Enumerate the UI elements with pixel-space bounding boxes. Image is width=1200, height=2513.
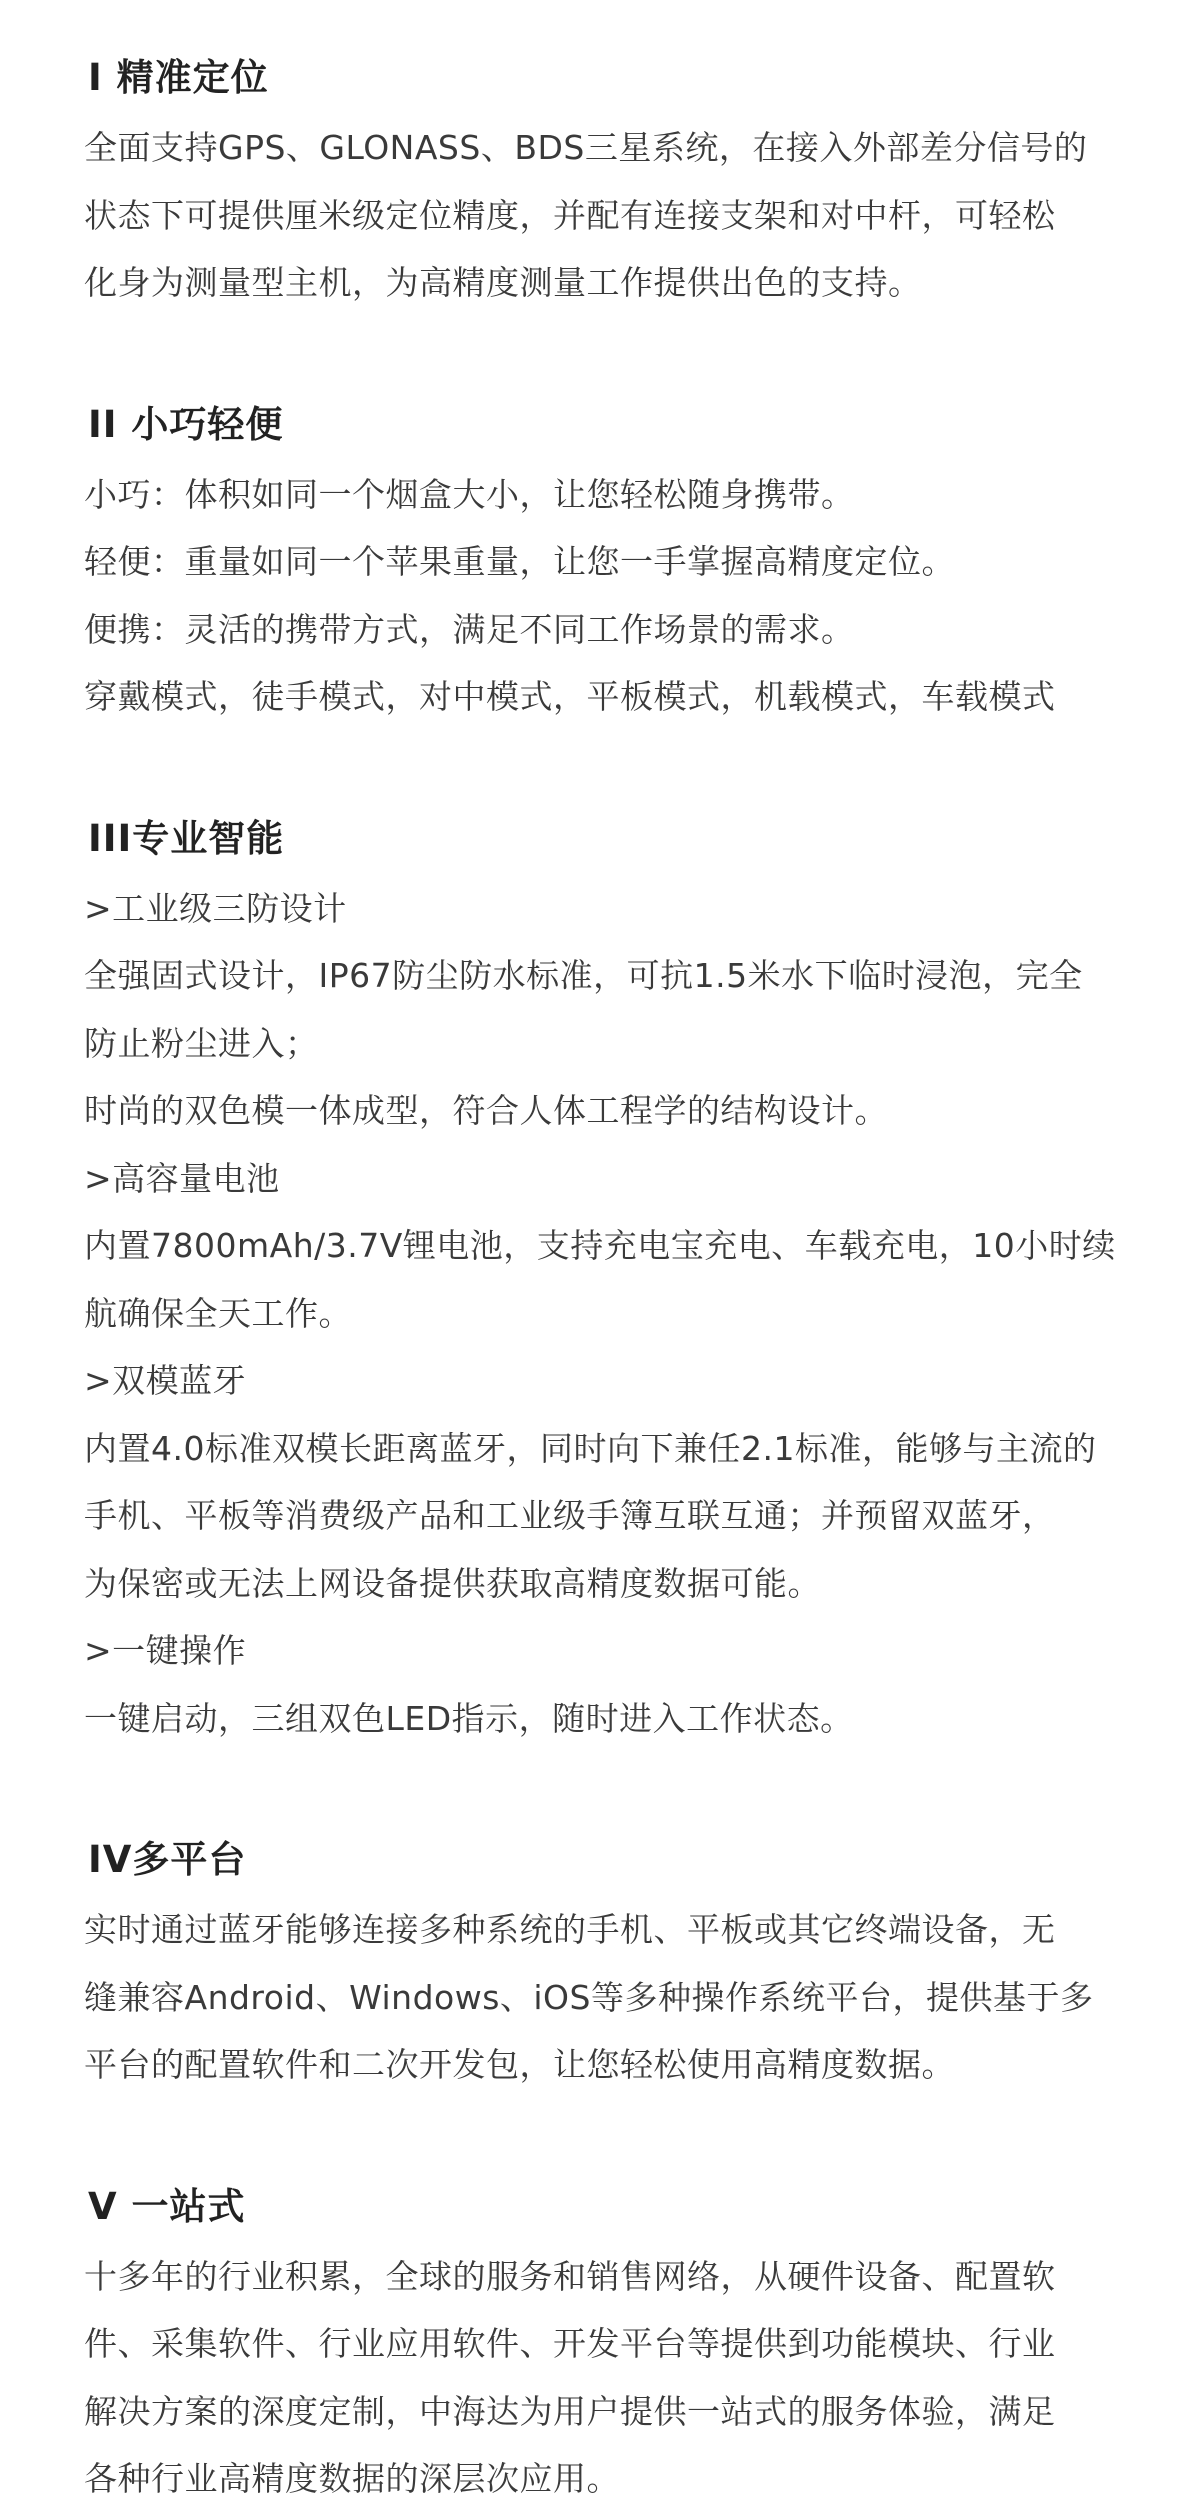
section-precise-positioning	[84, 46, 1120, 317]
paragraph-line: 内置4.0标准双模长距离蓝牙，同时向下兼任2.1标准，能够与主流的	[84, 1428, 1097, 1468]
section-professional-smart	[84, 807, 1120, 1753]
paragraph-line: 平台的配置软件和二次开发包，让您轻松使用高精度数据。	[84, 2045, 955, 2084]
paragraph-line: 内置7800mAh/3.7V锂电池，支持充电宝充电、车载充电，10小时续	[84, 1226, 1116, 1265]
paragraph-line: 解决方案的深度定制，中海达为用户提供一站式的服务体验，满足	[84, 2391, 1056, 2431]
paragraph-line: >一键操作	[84, 1631, 247, 1670]
paragraph-line: 缝兼容Android、Windows、iOS等多种操作系统平台，提供基于多	[84, 1977, 1094, 2017]
paragraph-line: 件、采集软件、行业应用软件、开发平台等提供到功能模块、行业	[84, 2324, 1056, 2363]
paragraph-line: >工业级三防设计	[84, 888, 347, 928]
paragraph-line: 全面支持GPS、GLONASS、BDS三星系统，在接入外部差分信号的	[84, 128, 1088, 167]
paragraph-line: 时尚的双色模一体成型，符合人体工程学的结构设计。	[84, 1091, 888, 1130]
paragraph-line: 化身为测量型主机，为高精度测量工作提供出色的支持。	[84, 263, 922, 302]
paragraph-line: 全强固式设计，IP67防尘防水标准，可抗1.5米水下临时浸泡，完全	[84, 956, 1083, 995]
paragraph-line: >高容量电池	[84, 1158, 280, 1198]
section-title: V 一站式	[88, 2184, 246, 2228]
paragraph-line: 十多年的行业积累，全球的服务和销售网络，从硬件设备、配置软	[84, 2256, 1056, 2296]
paragraph-line: 手机、平板等消费级产品和工业级手簿互联互通；并预留双蓝牙，	[84, 1496, 1056, 1535]
paragraph-line: 为保密或无法上网设备提供获取高精度数据可能。	[84, 1563, 821, 1603]
paragraph-line: 防止粉尘进入；	[84, 1023, 319, 1063]
paragraph-line: >双模蓝牙	[84, 1361, 247, 1400]
section-multi-platform	[84, 1828, 1120, 2099]
paragraph-line: 一键启动，三组双色LED指示，随时进入工作状态。	[84, 1698, 854, 1738]
section-one-stop	[84, 2175, 1120, 2513]
paragraph-line: 状态下可提供厘米级定位精度，并配有连接支架和对中杆，可轻松	[84, 195, 1056, 235]
section-title: IV多平台	[88, 1838, 247, 1881]
section-title: III专业智能	[88, 816, 285, 860]
paragraph-line: 航确保全天工作。	[84, 1293, 352, 1333]
paragraph-line: 各种行业高精度数据的深层次应用。	[84, 2459, 620, 2498]
section-title: I 精准定位	[88, 56, 269, 99]
paragraph-line: 轻便：重量如同一个苹果重量，让您一手掌握高精度定位。	[84, 542, 955, 581]
paragraph-line: 小巧：体积如同一个烟盒大小，让您轻松随身携带。	[84, 474, 855, 514]
paragraph-line: 穿戴模式，徒手模式，对中模式，平板模式，机载模式，车载模式	[84, 677, 1056, 716]
paragraph-line: 实时通过蓝牙能够连接多种系统的手机、平板或其它终端设备，无	[84, 1910, 1056, 1949]
section-compact-light	[84, 393, 1120, 731]
section-title: II 小巧轻便	[88, 402, 284, 446]
paragraph-line: 便携：灵活的携带方式，满足不同工作场景的需求。	[84, 609, 855, 649]
